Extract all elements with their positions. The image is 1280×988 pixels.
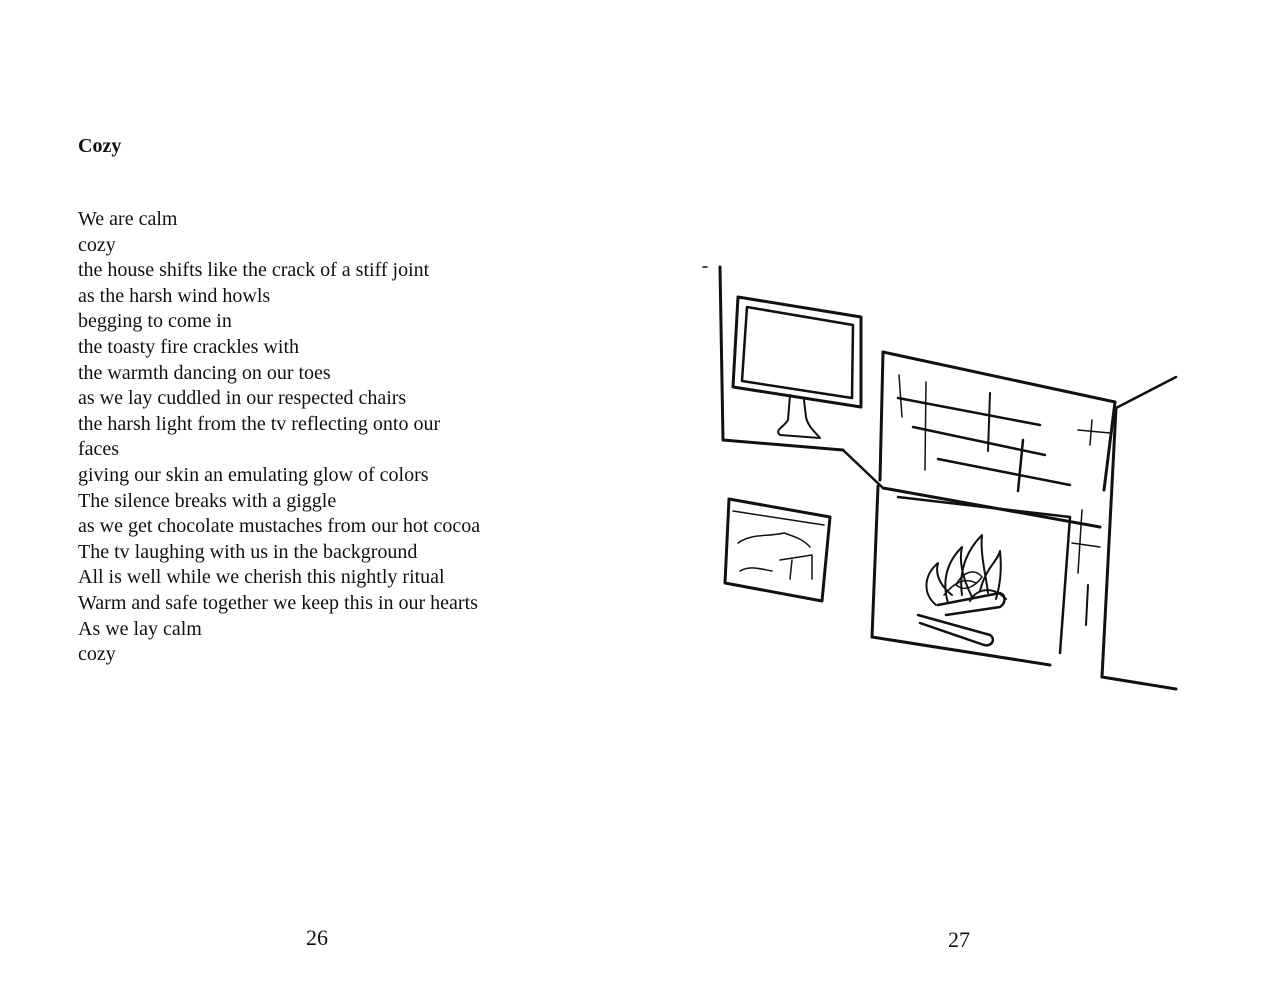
fire-icon	[918, 535, 1006, 645]
poem-line: The silence breaks with a giggle	[78, 489, 337, 512]
poem-line: giving our skin an emulating glow of colors	[78, 463, 429, 486]
poem-line: All is well while we cherish this nightly ritual	[78, 566, 445, 589]
poem-line: begging to come in	[78, 310, 232, 333]
poem-body	[78, 207, 480, 668]
tv-icon	[733, 297, 861, 438]
wall-left-edge	[703, 267, 723, 440]
poem-line: the toasty fire crackles with	[78, 335, 300, 358]
poem-line: We are calm	[78, 208, 178, 230]
poem-line: as the harsh wind howls	[78, 284, 271, 307]
living-room-sketch	[700, 255, 1260, 705]
page-number-left: 26	[306, 925, 328, 950]
poem-line: as we lay cuddled in our respected chairs	[78, 387, 407, 410]
poem-line: cozy	[78, 643, 116, 666]
picture-frame-icon	[725, 499, 830, 601]
sketch-drawing	[700, 255, 1260, 705]
right-page	[640, 0, 1280, 988]
poem-line: The tv laughing with us in the background	[78, 540, 418, 563]
window-frame-icon	[880, 352, 1115, 491]
page-number-right: 27	[948, 927, 970, 952]
poem-line: As we lay calm	[78, 617, 202, 640]
poem-line: the harsh light from the tv reflecting onto our	[78, 412, 441, 435]
poem-line: cozy	[78, 233, 116, 256]
poem-line: faces	[78, 438, 120, 461]
poem-line: the warmth dancing on our toes	[78, 361, 331, 384]
poem-line: Warm and safe together we keep this in our hearts	[78, 591, 478, 614]
poem-line: as we get chocolate mustaches from our hot cocoa	[78, 515, 481, 538]
wall-baseline	[723, 440, 883, 488]
poem-line: the house shifts like the crack of a stiff joint	[78, 259, 430, 282]
poem-title: Cozy	[78, 135, 122, 157]
